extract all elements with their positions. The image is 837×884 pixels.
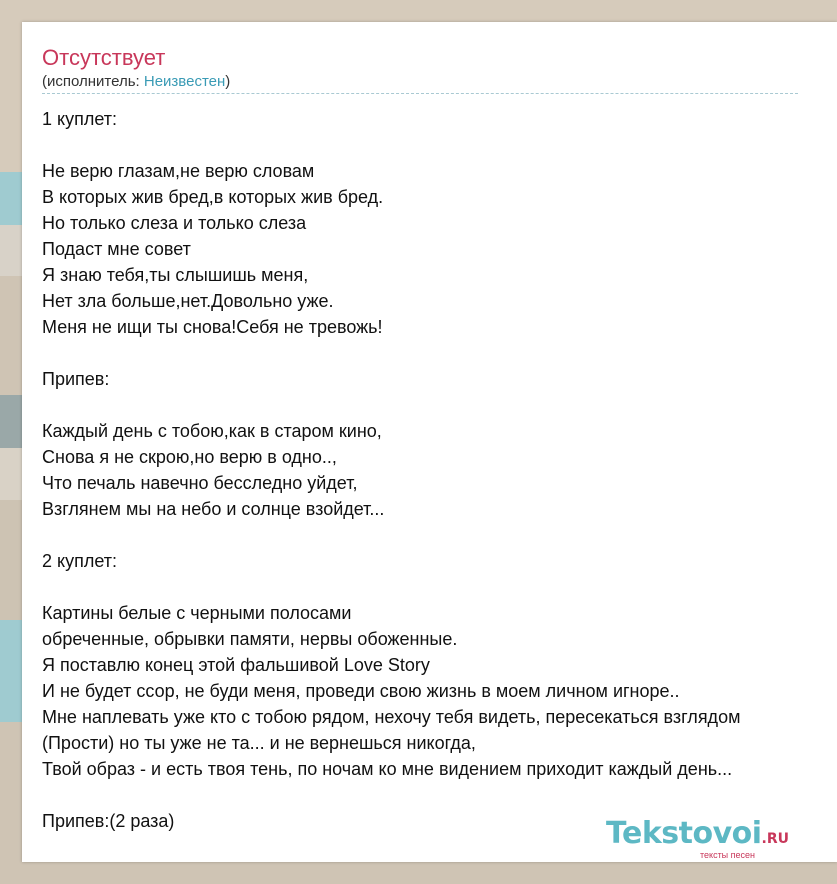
lyric-line: И не будет ссор, не буди меня, проведи свою жизнь в моем личном игноре.. [42, 681, 680, 701]
lyric-line: Но только слеза и только слеза [42, 213, 307, 233]
lyrics-card [22, 22, 837, 862]
lyrics-text [42, 106, 740, 834]
logo-wordmark [606, 816, 789, 857]
lyric-line: Твой образ - и есть твоя тень, по ночам ко мне видением приходит каждый день... [42, 759, 733, 779]
artist-suffix: ) [225, 73, 231, 90]
lyric-line: Что печаль навечно бесследно уйдет, [42, 473, 358, 493]
lyric-line: 1 куплет: [42, 109, 117, 129]
lyric-line: Меня не ищи ты снова!Себя не тревожь! [42, 317, 383, 337]
lyric-line: Взглянем мы на небо и солнце взойдет... [42, 499, 385, 519]
lyric-line: Нет зла больше,нет.Довольно уже. [42, 291, 334, 311]
lyric-blank-line [42, 132, 740, 158]
lyric-line: Мне наплевать уже кто с тобою рядом, нехочу тебя видеть, пересекаться взглядом [42, 707, 741, 727]
lyric-blank-line [42, 574, 740, 600]
lyric-line: Я поставлю конец этой фальшивой Love Story [42, 655, 430, 675]
artist-link[interactable]: Неизвестен [143, 73, 226, 90]
lyric-line: обреченные, обрывки памяти, нервы обоженные. [42, 629, 458, 649]
lyric-line: Каждый день с тобою,как в старом кино, [42, 421, 382, 441]
logo-tld: .RU [761, 831, 790, 847]
lyric-line: Снова я не скрою,но верю в одно.., [42, 447, 337, 467]
lyric-line: Я знаю тебя,ты слышишь меня, [42, 265, 309, 285]
logo-main-text: Tekstovoi [606, 816, 762, 851]
lyric-line: Не верю глазам,не верю словам [42, 161, 315, 181]
lyric-line: Картины белые с черными полосами [42, 603, 352, 623]
lyric-line: Припев: [42, 369, 110, 389]
lyric-blank-line [42, 782, 740, 808]
lyric-blank-line [42, 522, 740, 548]
lyric-line: В которых жив бред,в которых жив бред. [42, 187, 384, 207]
site-logo[interactable] [606, 816, 826, 862]
lyric-line: Подаст мне совет [42, 239, 191, 259]
artist-prefix: (исполнитель: [42, 73, 144, 90]
lyric-blank-line [42, 340, 740, 366]
logo-tagline: тексты песен [700, 850, 756, 860]
lyric-line: (Прости) но ты уже не та... и не вернешься никогда, [42, 733, 476, 753]
lyric-line: 2 куплет: [42, 551, 117, 571]
title-divider [42, 93, 798, 94]
artist-line [42, 72, 230, 92]
lyric-blank-line [42, 392, 740, 418]
lyric-line: Припев:(2 раза) [42, 811, 175, 831]
song-title: Отсутствует [42, 45, 166, 70]
